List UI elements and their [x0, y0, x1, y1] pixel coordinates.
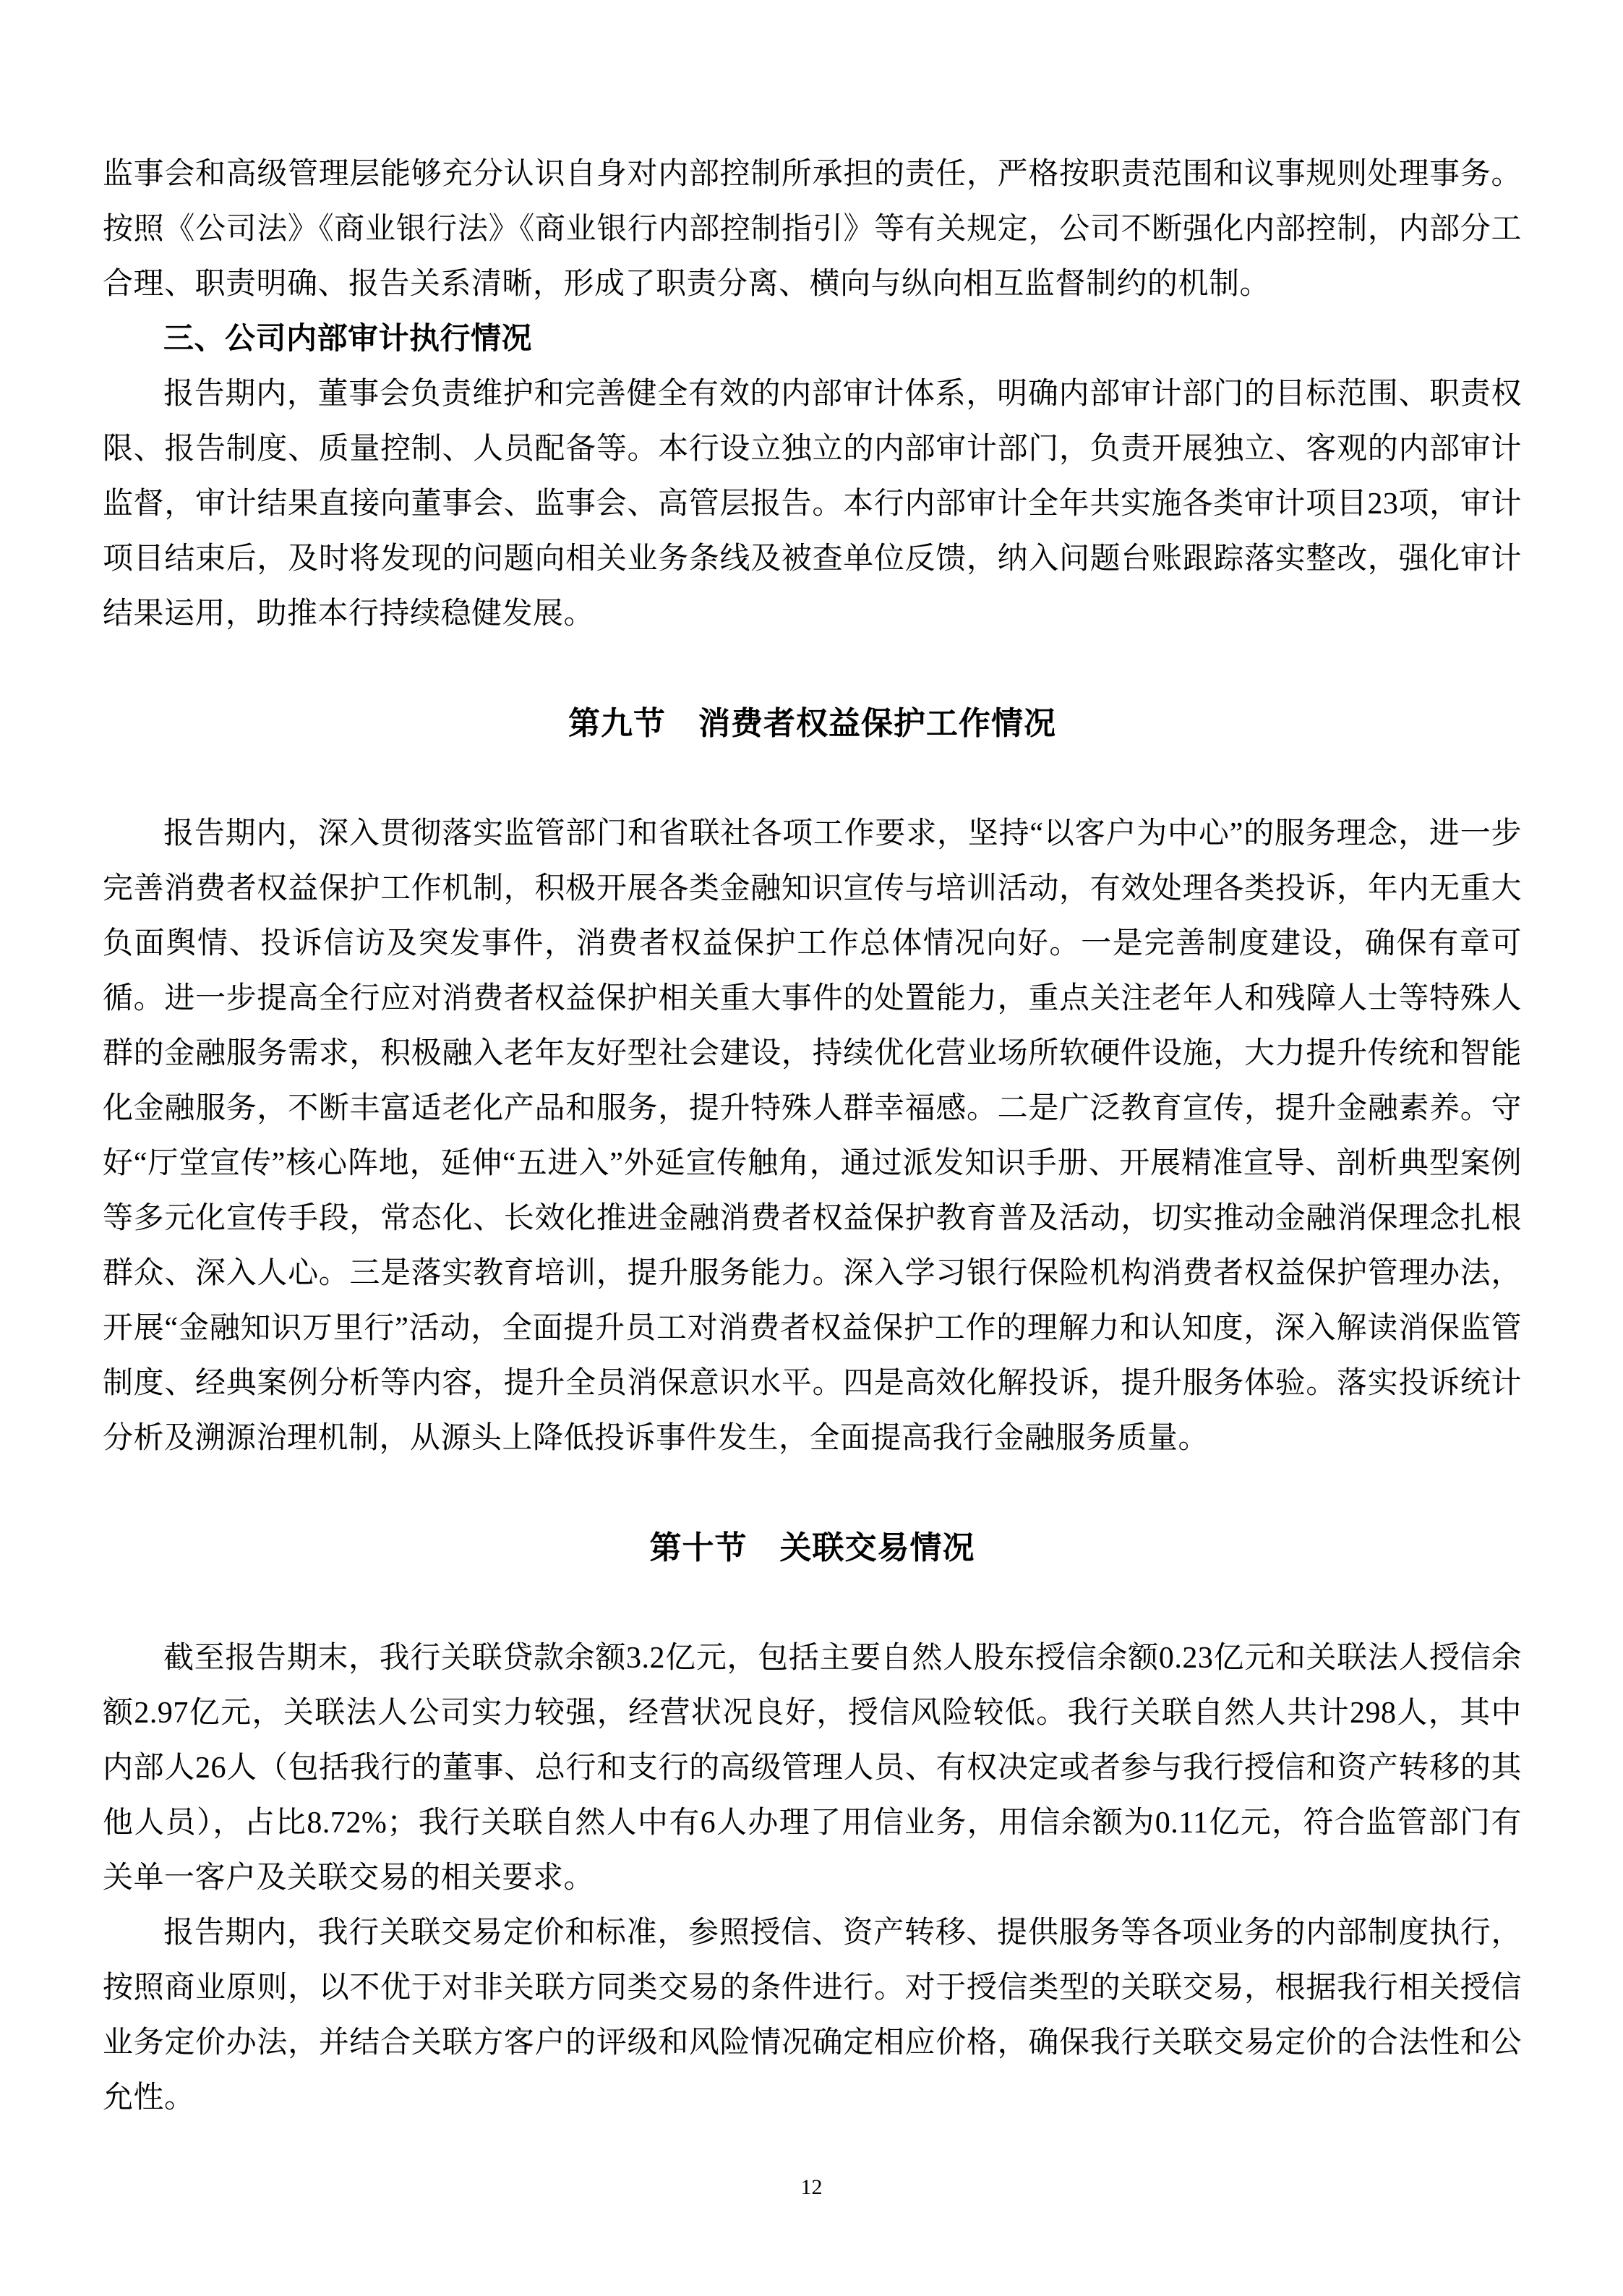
heading-internal-audit: 三、公司内部审计执行情况	[163, 323, 533, 356]
paragraph-internal-control-continuation: 监事会和高级管理层能够充分认识自身对内部控制所承担的责任，严格按职责范围和议事规则处理事务。按照《公司法》《商业银行法》《商业银行内部控制指引》等有关规定，公司不断强化内部控制，内部分工合理、职责明确、报告关系清晰，形成了职责分离、横向与纵向相互监督制约的机制。	[103, 158, 1522, 301]
page-content	[103, 147, 1522, 2125]
page-number: 12	[800, 2175, 823, 2199]
section-title-consumer-protection: 第九节 消费者权益保护工作情况	[568, 706, 1056, 741]
section-title-related-transactions: 第十节 关联交易情况	[649, 1530, 975, 1566]
paragraph-related-transactions-pricing: 报告期内，我行关联交易定价和标准，参照授信、资产转移、提供服务等各项业务的内部制度执行，按照商业原则，以不优于对非关联方同类交易的条件进行。对于授信类型的关联交易，根据我行相关授信业务定价办法，并结合关联方客户的评级和风险情况确定相应价格，确保我行关联交易定价的合法性和公允性。	[103, 1916, 1522, 2114]
paragraph-consumer-protection: 报告期内，深入贯彻落实监管部门和省联社各项工作要求，坚持“以客户为中心”的服务理念，进一步完善消费者权益保护工作机制，积极开展各类金融知识宣传与培训活动，有效处理各类投诉，年内无重大负面舆情、投诉信访及突发事件，消费者权益保护工作总体情况向好。一是完善制度建设，确保有章可循。进一步提高全行应对消费者权益保护相关重大事件的处置能力，重点关注老年人和残障人士等特殊人群的金融服务需求，积极融入老年友好型社会建设，持续优化营业场所软硬件设施，大力提升传统和智能化金融服务，不断丰富适老化产品和服务，提升特殊人群幸福感。二是广泛教育宣传，提升金融素养。守好“厅堂宣传”核心阵地，延伸“五进入”外延宣传触角，通过派发知识手册、开展精准宣导、剖析典型案例等多元化宣传手段，常态化、长效化推进金融消费者权益保护教育普及活动，切实推动金融消保理念扎根群众、深入人心。三是落实教育培训，提升服务能力。深入学习银行保险机构消费者权益保护管理办法，开展“金融知识万里行”活动，全面提升员工对消费者权益保护工作的理解力和认知度，深入解读消保监管制度、经典案例分析等内容，提升全员消保意识水平。四是高效化解投诉，提升服务体验。落实投诉统计分析及溯源治理机制，从源头上降低投诉事件发生，全面提高我行金融服务质量。	[103, 817, 1522, 1455]
paragraph-related-transactions-balance: 截至报告期末，我行关联贷款余额3.2亿元，包括主要自然人股东授信余额0.23亿元和关联法人授信余额2.97亿元，关联法人公司实力较强，经营状况良好，授信风险较低。我行关联自然人共计298人，其中内部人26人（包括我行的董事、总行和支行的高级管理人员、有权决定或者参与我行授信和资产转移的其他人员），占比8.72%；我行关联自然人中有6人办理了用信业务，用信余额为0.11亿元，符合监管部门有关单一客户及关联交易的相关要求。	[103, 1642, 1522, 1895]
paragraph-internal-audit: 报告期内，董事会负责维护和完善健全有效的内部审计体系，明确内部审计部门的目标范围、职责权限、报告制度、质量控制、人员配备等。本行设立独立的内部审计部门，负责开展独立、客观的内部审计监督，审计结果直接向董事会、监事会、高管层报告。本行内部审计全年共实施各类审计项目23项，审计项目结束后，及时将发现的问题向相关业务条线及被查单位反馈，纳入问题台账跟踪落实整改，强化审计结果运用，助推本行持续稳健发展。	[103, 377, 1522, 631]
